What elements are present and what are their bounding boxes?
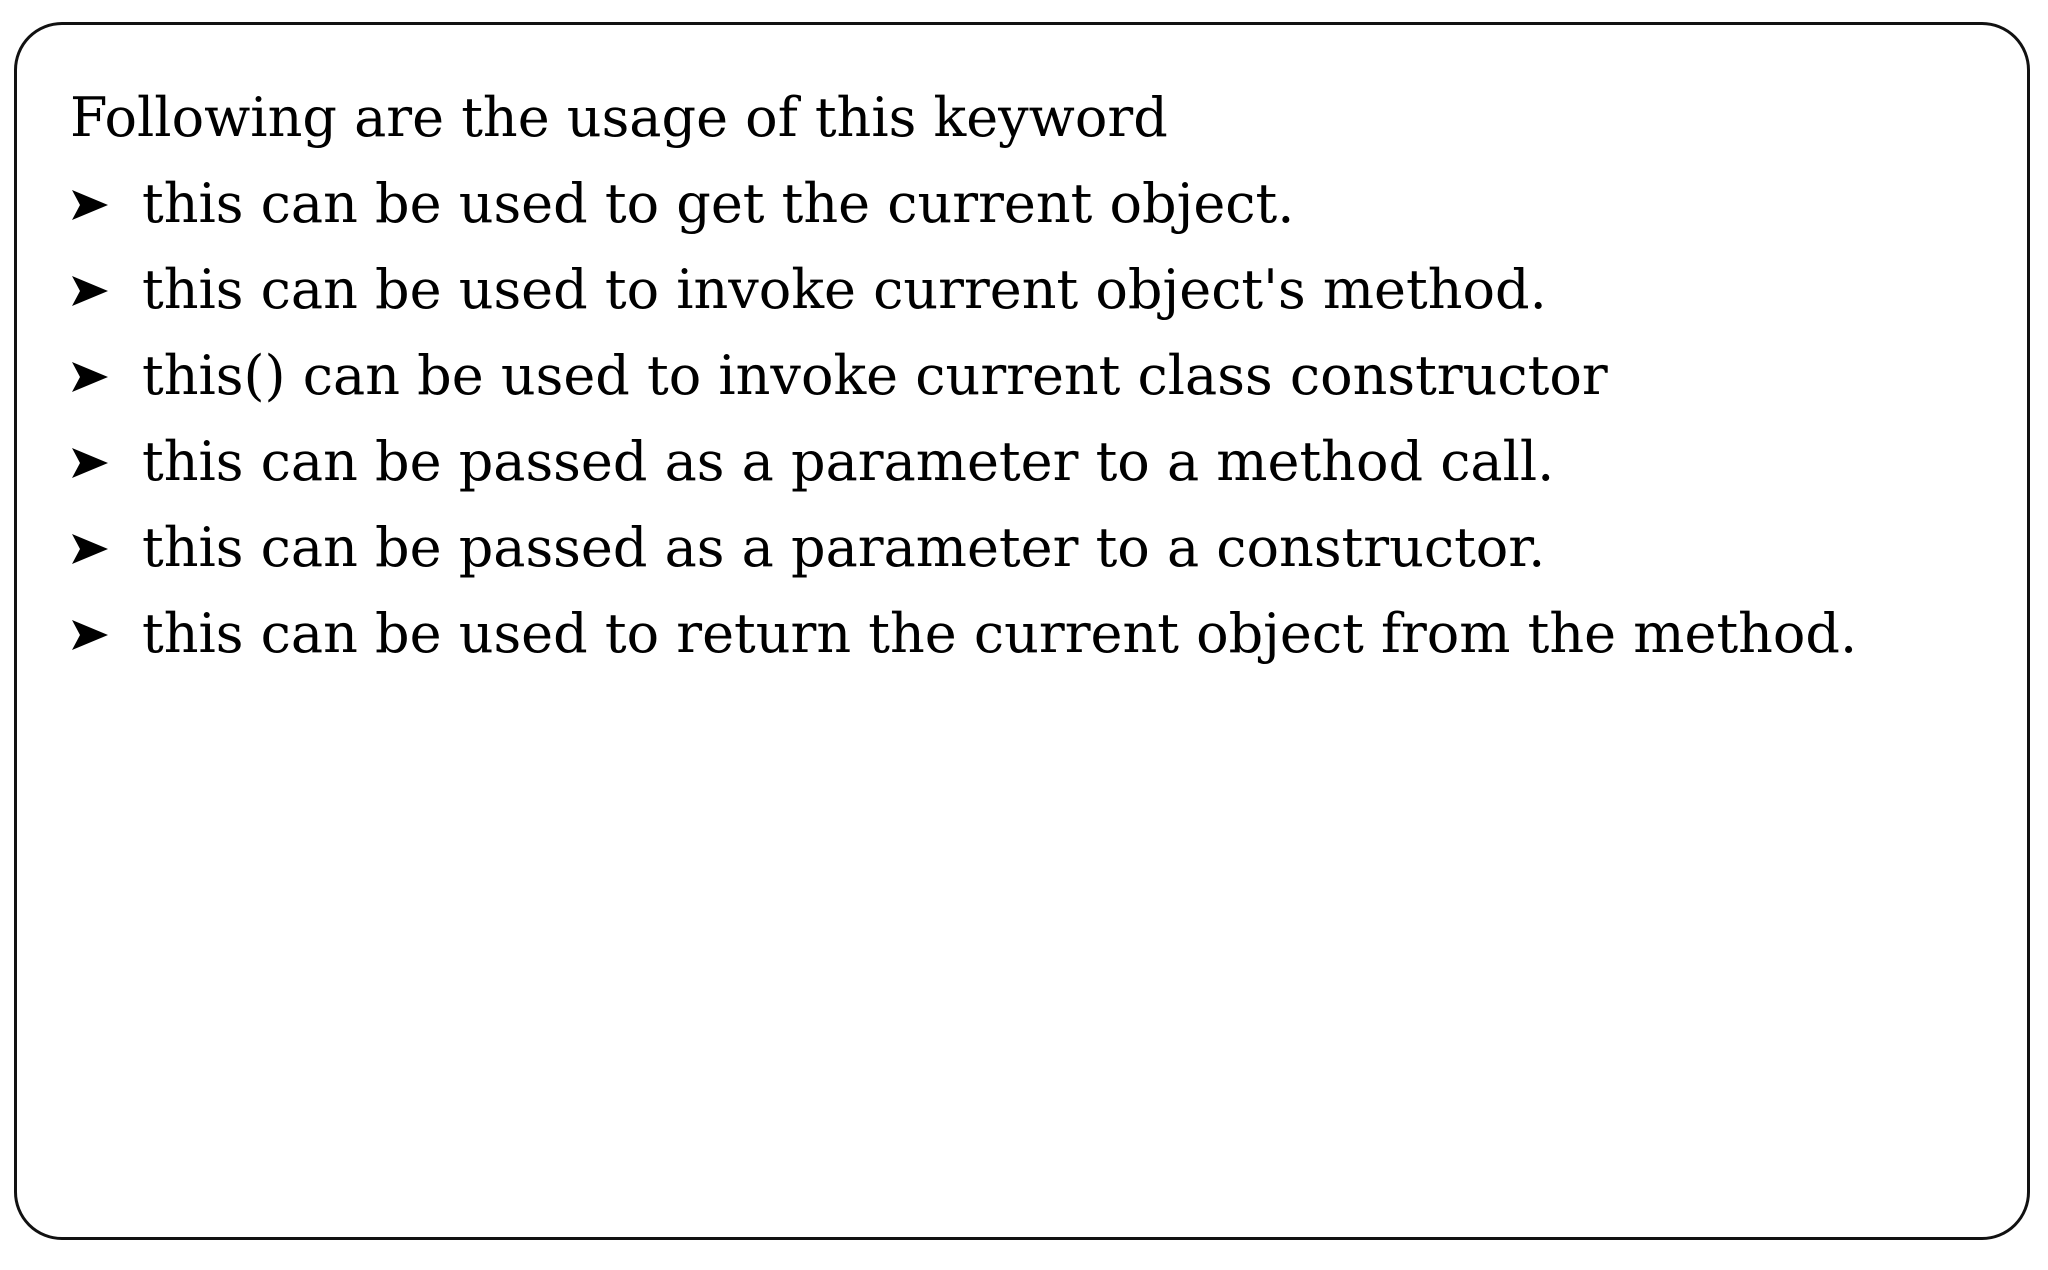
list-item-text: this can be used to return the current object from the method. xyxy=(142,602,1858,665)
intro-text: Following are the usage of this keyword xyxy=(70,86,1168,149)
list-item-text: this can be passed as a parameter to a constructor. xyxy=(142,516,1546,579)
list-item-text: this() can be used to invoke current class constructor xyxy=(142,344,1608,407)
list-item xyxy=(70,340,1990,412)
arrowhead-bullet-icon xyxy=(70,426,142,498)
list-item xyxy=(70,512,1990,584)
arrowhead-bullet-icon xyxy=(70,254,142,326)
content-area xyxy=(70,82,1990,684)
list-item xyxy=(70,598,1990,670)
bullet-list xyxy=(70,168,1990,670)
arrowhead-bullet-icon xyxy=(70,512,142,584)
arrowhead-bullet-icon xyxy=(70,340,142,412)
list-item-text: this can be used to invoke current object's method. xyxy=(142,258,1547,321)
arrowhead-bullet-icon xyxy=(70,598,142,670)
list-item-text: this can be passed as a parameter to a method call. xyxy=(142,430,1555,493)
list-item xyxy=(70,168,1990,240)
arrowhead-bullet-icon xyxy=(70,168,142,240)
list-item xyxy=(70,254,1990,326)
list-item xyxy=(70,426,1990,498)
list-item-text: this can be used to get the current object. xyxy=(142,172,1295,235)
